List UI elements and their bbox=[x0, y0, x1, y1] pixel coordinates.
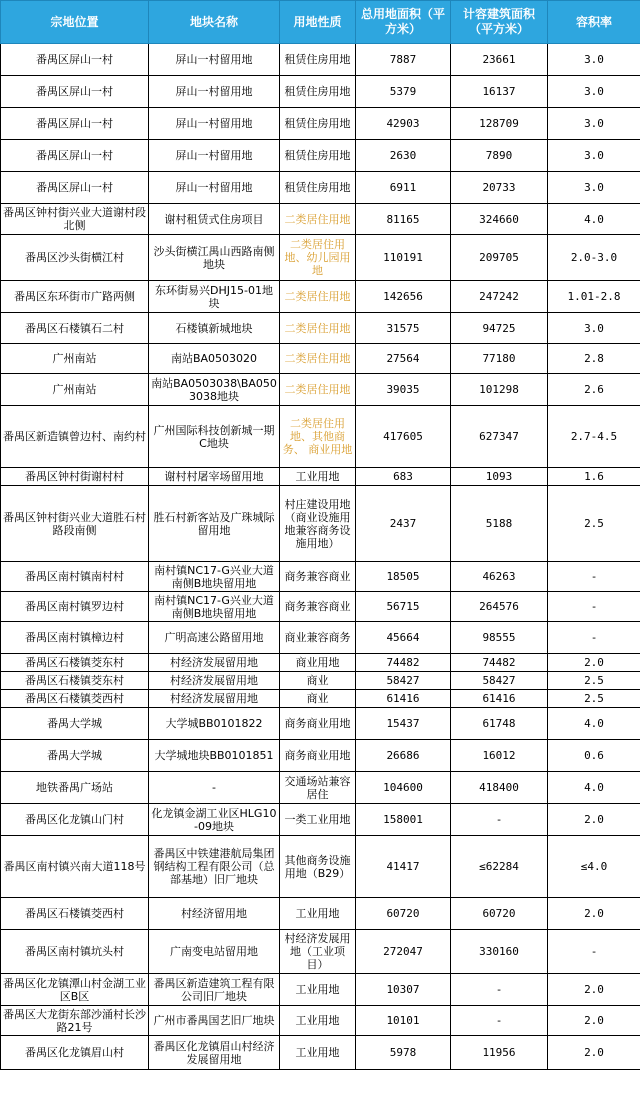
cell-total-area: 272047 bbox=[356, 930, 451, 974]
cell-land-use: 二类居住用地 bbox=[280, 313, 356, 344]
cell-location: 番禺区新造镇曾边村、南约村 bbox=[1, 406, 149, 468]
header-far: 容积率 bbox=[548, 1, 640, 44]
cell-parcel-name: 南村镇NC17-G兴业大道南侧B地块留用地 bbox=[149, 592, 280, 622]
cell-parcel-name: 村经济留用地 bbox=[149, 898, 280, 930]
cell-land-use: 二类居住用地 bbox=[280, 204, 356, 235]
cell-parcel-name: 南站BA0503020 bbox=[149, 344, 280, 374]
cell-location: 番禺区石楼镇茭东村 bbox=[1, 672, 149, 690]
cell-total-area: 2630 bbox=[356, 140, 451, 172]
cell-far: 1.6 bbox=[548, 468, 640, 486]
cell-parcel-name: 南站BA0503038\BA0503038地块 bbox=[149, 374, 280, 406]
cell-gfa: 247242 bbox=[451, 281, 548, 313]
cell-land-use: 二类居住用地、幼儿园用地 bbox=[280, 235, 356, 281]
cell-gfa: 101298 bbox=[451, 374, 548, 406]
table-row bbox=[1, 622, 640, 654]
cell-parcel-name: 大学城地块BB0101851 bbox=[149, 740, 280, 772]
cell-location: 番禺区化龙镇山门村 bbox=[1, 804, 149, 836]
cell-far: 2.0 bbox=[548, 654, 640, 672]
cell-gfa: 324660 bbox=[451, 204, 548, 235]
cell-gfa: 61416 bbox=[451, 690, 548, 708]
cell-far: 2.5 bbox=[548, 486, 640, 562]
cell-land-use: 其他商务设施用地（B29） bbox=[280, 836, 356, 898]
header-parcel-name: 地块名称 bbox=[149, 1, 280, 44]
table-row bbox=[1, 930, 640, 974]
header-location: 宗地位置 bbox=[1, 1, 149, 44]
cell-parcel-name: 沙头街横江禺山西路南侧地块 bbox=[149, 235, 280, 281]
cell-land-use: 二类居住用地、其他商务、 商业用地 bbox=[280, 406, 356, 468]
cell-total-area: 5379 bbox=[356, 76, 451, 108]
cell-far: 3.0 bbox=[548, 44, 640, 76]
table-row bbox=[1, 1006, 640, 1036]
table-row bbox=[1, 235, 640, 281]
cell-parcel-name: 大学城BB0101822 bbox=[149, 708, 280, 740]
cell-total-area: 27564 bbox=[356, 344, 451, 374]
cell-location: 番禺区化龙镇潭山村金湖工业区B区 bbox=[1, 974, 149, 1006]
cell-parcel-name: 屏山一村留用地 bbox=[149, 172, 280, 204]
cell-land-use: 二类居住用地 bbox=[280, 281, 356, 313]
cell-location: 番禺区钟村街谢村村 bbox=[1, 468, 149, 486]
cell-far: 4.0 bbox=[548, 204, 640, 235]
cell-parcel-name: 广州市番禺国艺旧厂地块 bbox=[149, 1006, 280, 1036]
cell-far: - bbox=[548, 930, 640, 974]
cell-land-use: 租赁住房用地 bbox=[280, 140, 356, 172]
cell-total-area: 58427 bbox=[356, 672, 451, 690]
cell-total-area: 5978 bbox=[356, 1036, 451, 1070]
cell-far: 4.0 bbox=[548, 708, 640, 740]
cell-gfa: 60720 bbox=[451, 898, 548, 930]
cell-parcel-name: 屏山一村留用地 bbox=[149, 140, 280, 172]
cell-total-area: 42903 bbox=[356, 108, 451, 140]
cell-gfa: 209705 bbox=[451, 235, 548, 281]
cell-land-use: 商务兼容商业 bbox=[280, 562, 356, 592]
cell-location: 番禺区屏山一村 bbox=[1, 140, 149, 172]
table-row bbox=[1, 708, 640, 740]
cell-gfa: 627347 bbox=[451, 406, 548, 468]
cell-far: 2.0 bbox=[548, 898, 640, 930]
cell-land-use: 商务商业用地 bbox=[280, 740, 356, 772]
cell-location: 番禺区南村镇坑头村 bbox=[1, 930, 149, 974]
cell-location: 番禺区东环街市广路两侧 bbox=[1, 281, 149, 313]
cell-gfa: - bbox=[451, 804, 548, 836]
cell-gfa: ≤62284 bbox=[451, 836, 548, 898]
cell-location: 番禺区化龙镇眉山村 bbox=[1, 1036, 149, 1070]
table-row bbox=[1, 804, 640, 836]
cell-location: 广州南站 bbox=[1, 374, 149, 406]
cell-total-area: 15437 bbox=[356, 708, 451, 740]
cell-gfa: 16012 bbox=[451, 740, 548, 772]
cell-total-area: 39035 bbox=[356, 374, 451, 406]
cell-total-area: 10101 bbox=[356, 1006, 451, 1036]
cell-parcel-name: 屏山一村留用地 bbox=[149, 44, 280, 76]
cell-gfa: 1093 bbox=[451, 468, 548, 486]
table-row bbox=[1, 690, 640, 708]
cell-land-use: 租赁住房用地 bbox=[280, 108, 356, 140]
header-land-use: 用地性质 bbox=[280, 1, 356, 44]
table-body bbox=[1, 44, 640, 1070]
cell-far: - bbox=[548, 622, 640, 654]
cell-far: 2.0 bbox=[548, 1006, 640, 1036]
cell-land-use: 商务兼容商业 bbox=[280, 592, 356, 622]
cell-total-area: 10307 bbox=[356, 974, 451, 1006]
table-row bbox=[1, 374, 640, 406]
table-row bbox=[1, 836, 640, 898]
cell-land-use: 村经济发展用地（工业项目） bbox=[280, 930, 356, 974]
table-row bbox=[1, 172, 640, 204]
cell-land-use: 工业用地 bbox=[280, 1036, 356, 1070]
cell-land-use: 租赁住房用地 bbox=[280, 172, 356, 204]
cell-gfa: 16137 bbox=[451, 76, 548, 108]
cell-parcel-name: 谢村村屠宰场留用地 bbox=[149, 468, 280, 486]
cell-land-use: 商业兼容商务 bbox=[280, 622, 356, 654]
cell-total-area: 158001 bbox=[356, 804, 451, 836]
cell-gfa: 7890 bbox=[451, 140, 548, 172]
cell-parcel-name: 南村镇NC17-G兴业大道南侧B地块留用地 bbox=[149, 562, 280, 592]
cell-location: 番禺区屏山一村 bbox=[1, 76, 149, 108]
table-row bbox=[1, 468, 640, 486]
cell-land-use: 租赁住房用地 bbox=[280, 76, 356, 108]
cell-gfa: - bbox=[451, 974, 548, 1006]
cell-far: 2.0 bbox=[548, 1036, 640, 1070]
cell-parcel-name: 广州国际科技创新城一期C地块 bbox=[149, 406, 280, 468]
cell-total-area: 104600 bbox=[356, 772, 451, 804]
table-row bbox=[1, 592, 640, 622]
cell-far: 3.0 bbox=[548, 76, 640, 108]
cell-total-area: 110191 bbox=[356, 235, 451, 281]
table-row bbox=[1, 406, 640, 468]
cell-location: 地铁番禺广场站 bbox=[1, 772, 149, 804]
table-row bbox=[1, 486, 640, 562]
cell-gfa: 46263 bbox=[451, 562, 548, 592]
cell-gfa: 74482 bbox=[451, 654, 548, 672]
cell-gfa: 61748 bbox=[451, 708, 548, 740]
cell-land-use: 租赁住房用地 bbox=[280, 44, 356, 76]
cell-total-area: 31575 bbox=[356, 313, 451, 344]
cell-land-use: 商务商业用地 bbox=[280, 708, 356, 740]
cell-total-area: 142656 bbox=[356, 281, 451, 313]
cell-far: ≤4.0 bbox=[548, 836, 640, 898]
cell-land-use: 村庄建设用地（商业设施用地兼容商务设施用地） bbox=[280, 486, 356, 562]
cell-parcel-name: 屏山一村留用地 bbox=[149, 76, 280, 108]
cell-parcel-name: 村经济发展留用地 bbox=[149, 690, 280, 708]
cell-parcel-name: 番禺区新造建筑工程有限公司旧厂地块 bbox=[149, 974, 280, 1006]
cell-gfa: 20733 bbox=[451, 172, 548, 204]
cell-far: 2.5 bbox=[548, 672, 640, 690]
table-row bbox=[1, 654, 640, 672]
cell-parcel-name: 胜石村新客站及广珠城际留用地 bbox=[149, 486, 280, 562]
cell-gfa: 77180 bbox=[451, 344, 548, 374]
cell-total-area: 41417 bbox=[356, 836, 451, 898]
cell-parcel-name: 村经济发展留用地 bbox=[149, 672, 280, 690]
cell-far: 2.0 bbox=[548, 804, 640, 836]
table-row bbox=[1, 672, 640, 690]
cell-far: 1.01-2.8 bbox=[548, 281, 640, 313]
cell-land-use: 工业用地 bbox=[280, 974, 356, 1006]
cell-total-area: 7887 bbox=[356, 44, 451, 76]
table-row bbox=[1, 344, 640, 374]
table-row bbox=[1, 772, 640, 804]
cell-parcel-name: 谢村租赁式住房项目 bbox=[149, 204, 280, 235]
cell-total-area: 6911 bbox=[356, 172, 451, 204]
cell-gfa: 330160 bbox=[451, 930, 548, 974]
cell-location: 番禺大学城 bbox=[1, 740, 149, 772]
cell-total-area: 417605 bbox=[356, 406, 451, 468]
table-row bbox=[1, 76, 640, 108]
cell-far: 2.0-3.0 bbox=[548, 235, 640, 281]
cell-gfa: 98555 bbox=[451, 622, 548, 654]
cell-location: 番禺区大龙街东部沙涌村长沙路21号 bbox=[1, 1006, 149, 1036]
table-row bbox=[1, 562, 640, 592]
cell-gfa: 58427 bbox=[451, 672, 548, 690]
table-row bbox=[1, 204, 640, 235]
cell-parcel-name: 村经济发展留用地 bbox=[149, 654, 280, 672]
cell-location: 番禺区屏山一村 bbox=[1, 172, 149, 204]
cell-land-use: 工业用地 bbox=[280, 898, 356, 930]
table-row bbox=[1, 313, 640, 344]
header-total-area: 总用地面积（平方米） bbox=[356, 1, 451, 44]
cell-total-area: 81165 bbox=[356, 204, 451, 235]
table-header-row bbox=[1, 1, 640, 44]
cell-parcel-name: 广南变电站留用地 bbox=[149, 930, 280, 974]
cell-far: 3.0 bbox=[548, 313, 640, 344]
cell-land-use: 商业用地 bbox=[280, 654, 356, 672]
cell-location: 番禺区南村镇南村村 bbox=[1, 562, 149, 592]
table-row bbox=[1, 740, 640, 772]
cell-far: 2.0 bbox=[548, 974, 640, 1006]
cell-gfa: 11956 bbox=[451, 1036, 548, 1070]
cell-total-area: 61416 bbox=[356, 690, 451, 708]
cell-location: 番禺区钟村街兴业大道谢村段北侧 bbox=[1, 204, 149, 235]
cell-gfa: 5188 bbox=[451, 486, 548, 562]
cell-total-area: 56715 bbox=[356, 592, 451, 622]
cell-total-area: 26686 bbox=[356, 740, 451, 772]
table-row bbox=[1, 140, 640, 172]
cell-gfa: 94725 bbox=[451, 313, 548, 344]
table-row bbox=[1, 898, 640, 930]
cell-far: 0.6 bbox=[548, 740, 640, 772]
cell-location: 番禺区钟村街兴业大道胜石村路段南侧 bbox=[1, 486, 149, 562]
cell-location: 番禺区石楼镇石二村 bbox=[1, 313, 149, 344]
cell-land-use: 商业 bbox=[280, 672, 356, 690]
cell-parcel-name: 番禺区中铁建港航局集团钢结构工程有限公司（总部基地）旧厂地块 bbox=[149, 836, 280, 898]
cell-far: 3.0 bbox=[548, 172, 640, 204]
cell-parcel-name: 化龙镇金湖工业区HLG10-09地块 bbox=[149, 804, 280, 836]
table-row bbox=[1, 974, 640, 1006]
cell-land-use: 交通场站兼容居住 bbox=[280, 772, 356, 804]
cell-parcel-name: 广明高速公路留用地 bbox=[149, 622, 280, 654]
cell-total-area: 683 bbox=[356, 468, 451, 486]
cell-far: 2.5 bbox=[548, 690, 640, 708]
cell-location: 番禺区屏山一村 bbox=[1, 44, 149, 76]
cell-gfa: - bbox=[451, 1006, 548, 1036]
cell-gfa: 23661 bbox=[451, 44, 548, 76]
cell-far: 4.0 bbox=[548, 772, 640, 804]
cell-far: 3.0 bbox=[548, 108, 640, 140]
cell-far: 3.0 bbox=[548, 140, 640, 172]
cell-location: 番禺区南村镇罗边村 bbox=[1, 592, 149, 622]
cell-gfa: 264576 bbox=[451, 592, 548, 622]
cell-land-use: 二类居住用地 bbox=[280, 344, 356, 374]
cell-total-area: 18505 bbox=[356, 562, 451, 592]
cell-location: 番禺区石楼镇茭东村 bbox=[1, 654, 149, 672]
cell-location: 番禺区南村镇樟边村 bbox=[1, 622, 149, 654]
cell-parcel-name: - bbox=[149, 772, 280, 804]
table-row bbox=[1, 44, 640, 76]
cell-location: 番禺区石楼镇茭西村 bbox=[1, 690, 149, 708]
header-gfa: 计容建筑面积（平方米） bbox=[451, 1, 548, 44]
cell-total-area: 74482 bbox=[356, 654, 451, 672]
cell-land-use: 二类居住用地 bbox=[280, 374, 356, 406]
cell-land-use: 工业用地 bbox=[280, 468, 356, 486]
cell-total-area: 2437 bbox=[356, 486, 451, 562]
cell-parcel-name: 东环街易兴DHJ15-01地块 bbox=[149, 281, 280, 313]
table-row bbox=[1, 281, 640, 313]
cell-location: 番禺区屏山一村 bbox=[1, 108, 149, 140]
cell-location: 番禺区沙头街横江村 bbox=[1, 235, 149, 281]
cell-far: 2.6 bbox=[548, 374, 640, 406]
cell-far: 2.7-4.5 bbox=[548, 406, 640, 468]
cell-gfa: 128709 bbox=[451, 108, 548, 140]
cell-parcel-name: 番禺区化龙镇眉山村经济发展留用地 bbox=[149, 1036, 280, 1070]
cell-far: 2.8 bbox=[548, 344, 640, 374]
cell-location: 番禺大学城 bbox=[1, 708, 149, 740]
cell-land-use: 一类工业用地 bbox=[280, 804, 356, 836]
cell-location: 番禺区石楼镇茭西村 bbox=[1, 898, 149, 930]
cell-location: 番禺区南村镇兴南大道118号 bbox=[1, 836, 149, 898]
table-row bbox=[1, 108, 640, 140]
cell-total-area: 60720 bbox=[356, 898, 451, 930]
cell-land-use: 商业 bbox=[280, 690, 356, 708]
cell-parcel-name: 屏山一村留用地 bbox=[149, 108, 280, 140]
cell-total-area: 45664 bbox=[356, 622, 451, 654]
cell-far: - bbox=[548, 592, 640, 622]
table-row bbox=[1, 1036, 640, 1070]
cell-location: 广州南站 bbox=[1, 344, 149, 374]
cell-far: - bbox=[548, 562, 640, 592]
cell-gfa: 418400 bbox=[451, 772, 548, 804]
cell-parcel-name: 石楼镇新城地块 bbox=[149, 313, 280, 344]
cell-land-use: 工业用地 bbox=[280, 1006, 356, 1036]
